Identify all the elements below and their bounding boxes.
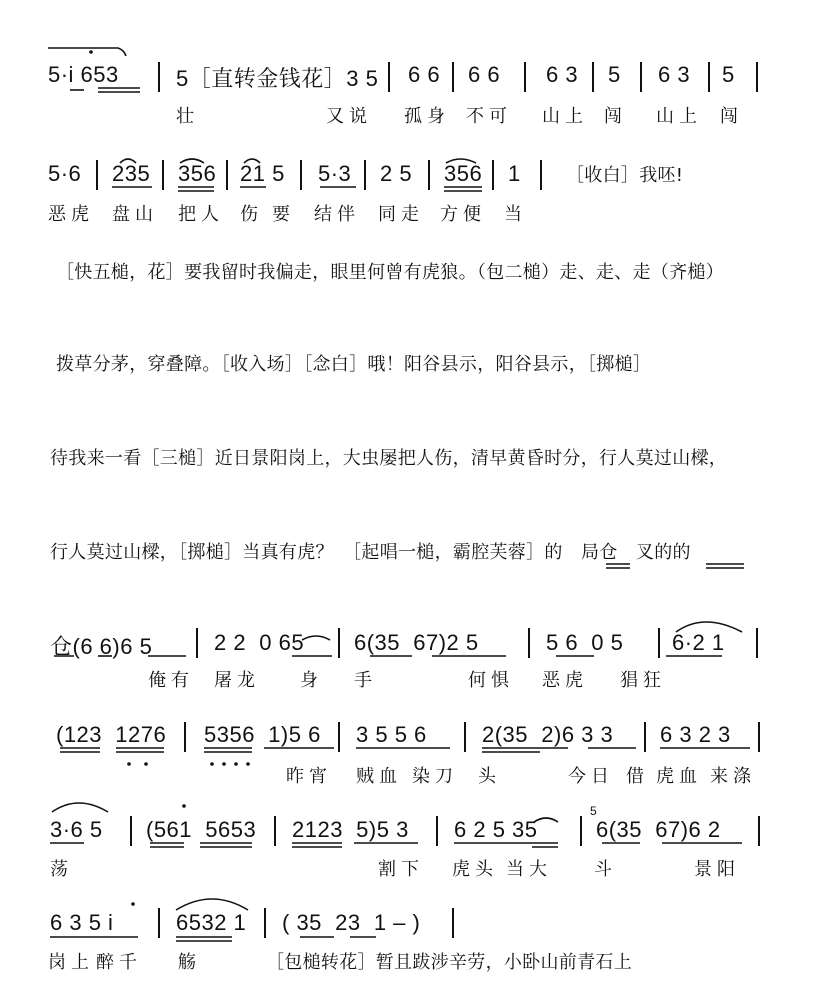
prose-line: ［包槌转花］暂且跋涉辛劳，小卧山前青石上	[266, 952, 632, 973]
measure: 5［直转金钱花］3 5	[176, 66, 379, 91]
prose-line: 待我来一看［三槌］近日景阳岗上，大虫屡把人伤，清早黄昏时分，行人莫过山樑，	[50, 448, 728, 469]
bar-line	[524, 62, 526, 92]
lyric: 何惧	[468, 670, 514, 691]
bar-line	[756, 628, 758, 658]
tie-arc	[48, 48, 126, 56]
octave-dot	[234, 762, 238, 766]
bar-line	[708, 62, 710, 92]
bar-line	[300, 160, 302, 190]
lyric: 伤	[240, 204, 263, 225]
measure: 5	[722, 62, 735, 87]
bar-line	[758, 722, 760, 752]
measure: 3·6 5	[50, 817, 103, 842]
octave-dot	[131, 902, 135, 906]
lyric: 闯	[720, 106, 743, 127]
lyric: 今日	[568, 766, 614, 787]
lyric: 染刀	[412, 766, 458, 787]
bar-line	[388, 62, 390, 92]
bar-line	[196, 628, 198, 658]
measure: 356	[444, 161, 483, 186]
lyric: 醉千	[96, 952, 142, 973]
measure: 6 3	[658, 62, 691, 87]
bar-line	[658, 628, 660, 658]
slur-arc	[52, 803, 108, 812]
lyric: 手	[354, 670, 377, 691]
measure: 2123 5)5 3	[292, 817, 409, 842]
measure: 356	[178, 161, 217, 186]
bar-line	[758, 816, 760, 846]
octave-dot	[89, 50, 93, 54]
slur-arc	[302, 636, 330, 640]
measure: 5·6	[48, 161, 82, 186]
measure: (123 1276	[56, 722, 167, 747]
bar-line	[436, 816, 438, 846]
lyric: 结伴	[314, 204, 360, 225]
measure: 1	[508, 161, 521, 186]
lyric: 山上	[656, 106, 702, 127]
octave-dot	[246, 762, 250, 766]
measure: 6 3 5 i	[50, 910, 114, 935]
bar-line	[96, 160, 98, 190]
measure: 5	[608, 62, 621, 87]
lyric: 把人	[178, 204, 224, 225]
lyric: 闯	[604, 106, 627, 127]
bar-line	[364, 160, 366, 190]
bar-line	[452, 62, 454, 92]
measure: (561 5653	[146, 817, 257, 842]
prose-line: ［快五槌，花］要我留时我偏走，眼里何曾有虎狼。（包二槌）走、走、走（齐槌）	[56, 262, 725, 283]
measure: 3 5 5 6	[356, 722, 427, 747]
bar-line	[338, 722, 340, 752]
measure: 21 5	[240, 161, 285, 186]
lyric: 当大	[506, 859, 552, 880]
bar-line	[528, 628, 530, 658]
bar-line	[274, 816, 276, 846]
lyric: 壮	[176, 106, 199, 127]
lyric: 又说	[326, 106, 372, 127]
lyric: 身	[300, 670, 323, 691]
lyric: 盘山	[112, 204, 158, 225]
lyric: 当	[504, 204, 527, 225]
lyric: 贼血	[356, 766, 402, 787]
lyric: 方便	[440, 204, 486, 225]
lyric: 俺有	[148, 670, 194, 691]
prose-line: 拨草分茅，穿叠障。［收入场］［念白］哦！阳谷县示，阳谷县示，［掷槌］	[56, 354, 652, 375]
octave-dot	[182, 804, 186, 808]
measure: 2(35 2)6 3 3	[482, 722, 614, 747]
lyric: 来涤	[710, 766, 756, 787]
measure: 6(35 67)6 2	[596, 817, 721, 842]
lyric: 恶虎	[48, 204, 94, 225]
octave-dot	[222, 762, 226, 766]
measure: 6·2 1	[672, 630, 725, 655]
measure: 2 5	[380, 161, 413, 186]
lyric: 岗上	[48, 952, 94, 973]
bar-line	[162, 160, 164, 190]
octave-dot	[127, 762, 131, 766]
lyric: 虎血	[656, 766, 702, 787]
spoken-cue: ［收白］我呸!	[566, 165, 684, 186]
lyric: 借	[626, 766, 649, 787]
lyric: 斗	[594, 859, 617, 880]
bar-line	[226, 160, 228, 190]
lyric: 猖狂	[620, 670, 666, 691]
lyric: 同走	[378, 204, 424, 225]
bar-line	[428, 160, 430, 190]
lyric: 荡	[50, 859, 73, 880]
lyric: 孤身	[404, 106, 450, 127]
slur-arc	[176, 899, 248, 910]
bar-line	[452, 908, 454, 938]
lyric: 不可	[466, 106, 512, 127]
bar-line	[492, 160, 494, 190]
bar-line	[580, 816, 582, 846]
grace-note: 5	[590, 804, 597, 818]
measure: 5356 1)5 6	[204, 722, 321, 747]
lyric: 山上	[542, 106, 588, 127]
measure: 6(35 67)2 5	[354, 630, 479, 655]
measure: 仓(6 6)6 5	[50, 634, 153, 659]
lyric: 要	[272, 204, 295, 225]
bar-line	[464, 722, 466, 752]
bar-line	[338, 628, 340, 658]
lyric: 割下	[378, 859, 424, 880]
lyric: 虎头	[452, 859, 498, 880]
bar-line	[130, 816, 132, 846]
bar-line	[592, 62, 594, 92]
measure: 6 2 5 35	[454, 817, 538, 842]
lyric: 昨宵	[286, 766, 332, 787]
lyric: 屠龙	[214, 670, 260, 691]
measure: 6 3	[546, 62, 579, 87]
measure: 6 3 2 3	[660, 722, 731, 747]
lyric: 景阳	[694, 859, 740, 880]
measure: 6 6	[408, 62, 441, 87]
measure: 6 6	[468, 62, 501, 87]
lyric: 觞	[178, 952, 201, 973]
slur-arc	[534, 818, 558, 822]
measure: 235	[112, 161, 151, 186]
lyric: 头	[478, 766, 501, 787]
bar-line	[264, 908, 266, 938]
bar-line	[158, 908, 160, 938]
octave-dot	[210, 762, 214, 766]
bar-line	[644, 722, 646, 752]
bar-line	[184, 722, 186, 752]
octave-dot	[144, 762, 148, 766]
measure: ( 35 23 1 – )	[282, 910, 421, 935]
measure: 5·i 653	[48, 62, 119, 87]
measure: 2 2 0 65	[214, 630, 305, 655]
measure: 5·3	[318, 161, 352, 186]
bar-line	[640, 62, 642, 92]
bar-line	[158, 62, 160, 92]
prose-line: 行人莫过山樑，［掷槌］当真有虎？ ［起唱一槌，霸腔芙蓉］的 局仓 叉的的	[50, 542, 691, 563]
measure: 5 6 0 5	[546, 630, 624, 655]
bar-line	[540, 160, 542, 190]
lyric: 恶虎	[542, 670, 588, 691]
bar-line	[756, 62, 758, 92]
measure: 6532 1	[176, 910, 247, 935]
